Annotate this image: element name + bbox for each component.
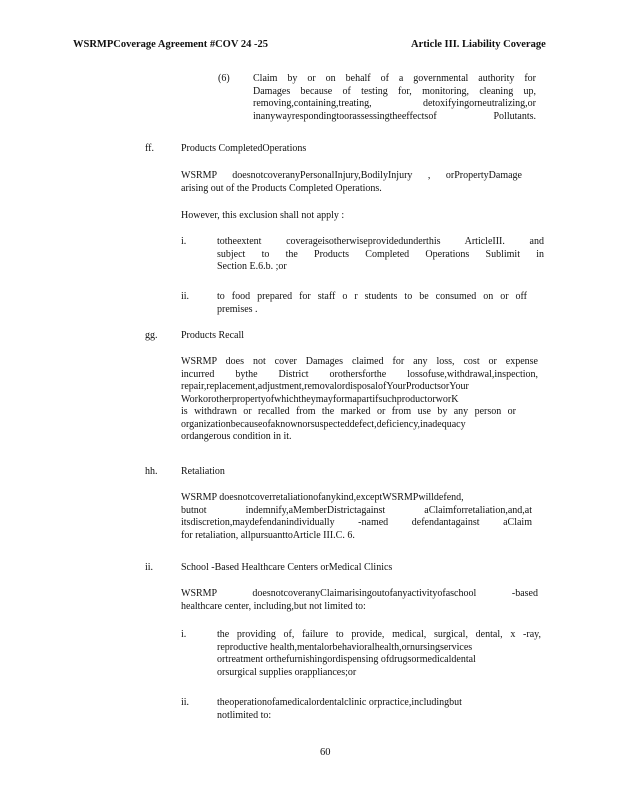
- section-hh-heading: Retaliation: [181, 466, 225, 477]
- text-line: the providing of, failure to provide, medical, surgical, dental, x -ray,: [217, 629, 541, 640]
- section-ff-sub-i-marker: i.: [181, 236, 187, 247]
- text-line: ordangerous condition in it.: [181, 431, 292, 442]
- text-line: Claim by or on behalf of a governmental authority for: [253, 73, 536, 84]
- text-line: Damages because of testing for, monitoring, cleaning up,: [253, 85, 536, 97]
- section-ff-sub-ii-end: [217, 304, 258, 317]
- section-ff-paragraph-end: [181, 183, 382, 196]
- text-line: WSRMP doesnotcoveranyClaimarisingoutofanyactivityofaschool -based: [181, 588, 538, 599]
- text-line: theoperationofamedicalordentalclinic orpractice,includingbut: [217, 697, 462, 708]
- section-hh-paragraph-2: [181, 505, 532, 530]
- text-line: totheextent coverageisotherwiseprovidedunderthis ArticleIII. and: [217, 236, 544, 247]
- text-line: reproductive health,mentalorbehavioralhealth,ornursingservices: [217, 641, 473, 653]
- section-gg-heading: Products Recall: [181, 330, 245, 341]
- section-ff-however: However, this exclusion shall not apply :: [181, 210, 345, 221]
- text-line: ortreatment orthefurnishingordispensing ofdrugsormedicaldental: [217, 654, 476, 665]
- text-line: orsurgical supplies orappliances;or: [217, 666, 357, 678]
- text-line: notlimited to:: [217, 709, 272, 721]
- section-ff-sub-i-end: [217, 261, 287, 274]
- text-line: healthcare center, including,but not limited to:: [181, 600, 366, 612]
- text-line: is withdrawn or recalled from the marked or from use by any person or: [181, 406, 516, 417]
- header-left: WSRMPCoverage Agreement #COV 24 -25: [73, 39, 268, 50]
- text-line: inanywayrespondingtoorassessingtheeffectsof Pollutants.: [253, 110, 536, 122]
- section-ff-heading: Products CompletedOperations: [181, 143, 307, 154]
- text-line: arising out of the Products Completed Operations.: [181, 182, 382, 194]
- text-line: removing,containing,treating, detoxifyingorneutralizing,or: [253, 98, 536, 109]
- section-ff-sub-ii-marker: ii.: [181, 291, 190, 302]
- section-gg-paragraph: [181, 356, 538, 381]
- section-ff-sub-i-text: [217, 236, 544, 261]
- text-line: for retaliation, allpursuanttoArticle III.C. 6.: [181, 529, 355, 541]
- section-ff-paragraph: [181, 170, 522, 183]
- text-line: butnot indemnify,aMemberDistrictagainst aClaimforretaliation,and,at: [181, 504, 532, 516]
- section-gg-paragraph-4: [181, 419, 466, 444]
- section-gg-marker: gg.: [145, 330, 158, 341]
- text-line: WSRMP doesnotcoverretaliationofanykind,exceptWSRMPwilldefend,: [181, 492, 464, 503]
- section-hh-paragraph: [181, 492, 464, 505]
- text-line: itsdiscretion,maydefendanindividually -named defendantagainst aClaim: [181, 517, 532, 528]
- item-6-text: [253, 73, 536, 123]
- section-ii-sub-i-text: [217, 629, 541, 642]
- section-ff-sub-ii-text: [217, 291, 527, 304]
- item-6-number: (6): [218, 73, 230, 84]
- text-line: Section E.6.b. ;or: [217, 261, 287, 272]
- section-gg-paragraph-3: [181, 406, 516, 419]
- text-line: WSRMP does not cover Damages claimed for any loss, cost or expense: [181, 356, 538, 367]
- section-ii-heading: School -Based Healthcare Centers orMedical Clinics: [181, 562, 393, 573]
- section-ii-paragraph: [181, 588, 538, 601]
- section-ii-paragraph-end: [181, 601, 366, 614]
- text-line: incurred bythe District orothersforthe lossofuse,withdrawal,inspection,: [181, 368, 538, 380]
- text-line: premises .: [217, 303, 258, 315]
- text-line: WSRMP doesnotcoveranyPersonalInjury,BodilyInjury , orPropertyDamage: [181, 170, 522, 181]
- section-ii-sub-i-rest: [217, 642, 476, 680]
- section-ii-sub-ii-text: [217, 697, 462, 722]
- section-hh-marker: hh.: [145, 466, 158, 477]
- section-ii-sub-ii-marker: ii.: [181, 697, 190, 708]
- text-line: organizationbecauseofaknownorsuspecteddefect,deficiency,inadequacy: [181, 418, 466, 430]
- section-gg-paragraph-2: [181, 381, 469, 406]
- section-ii-marker: ii.: [145, 562, 154, 573]
- text-line: to food prepared for staff o r students to be consumed on or off: [217, 291, 527, 302]
- section-ff-marker: ff.: [145, 143, 154, 154]
- text-line: repair,replacement,adjustment,removalordisposalofYourProductsorYour: [181, 381, 469, 392]
- page-number: 60: [320, 747, 331, 758]
- section-hh-paragraph-3: [181, 530, 355, 543]
- text-line: WorkorotherpropertyofwhichtheymayformapartifsuchproductorworK: [181, 393, 459, 405]
- section-ii-sub-i-marker: i.: [181, 629, 187, 640]
- header-right: Article III. Liability Coverage: [411, 39, 546, 50]
- text-line: subject to the Products Completed Operations Sublimit in: [217, 248, 544, 260]
